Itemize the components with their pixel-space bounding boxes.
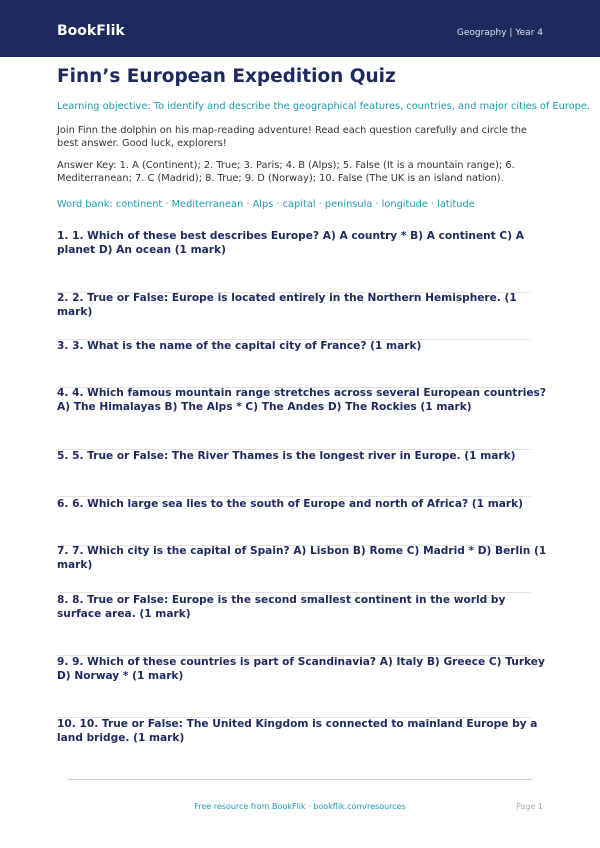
header-bar bbox=[0, 0, 600, 57]
learning-objective: Learning objective: To identify and describe the geographical features, countries, and major cities of Europe. bbox=[57, 101, 591, 112]
brand-logo[interactable]: BookFlik bbox=[57, 23, 125, 39]
question-5: 5. 5. True or False: The River Thames is the longest river in Europe. (1 mark) bbox=[57, 450, 516, 462]
meta-separator: | bbox=[509, 28, 513, 38]
footer-divider bbox=[68, 779, 532, 780]
question-3: 3. 3. What is the name of the capital city of France? (1 mark) bbox=[57, 340, 422, 352]
intro-text: Join Finn the dolphin on his map-reading adventure! Read each question carefully and circle the best answer. Good luck, explorers! bbox=[57, 125, 527, 149]
year-label: Year 4 bbox=[515, 28, 543, 38]
question-7: 7. 7. Which city is the capital of Spain? A) Lisbon B) Rome C) Madrid * D) Berlin (1 mark) bbox=[57, 545, 547, 571]
question-9: 9. 9. Which of these countries is part of Scandinavia? A) Italy B) Greece C) Turkey D) Norway * (1 mark) bbox=[57, 656, 545, 682]
question-1: 1. 1. Which of these best describes Europe? A) A country * B) A continent C) A planet D) An ocean (1 mark) bbox=[57, 230, 524, 256]
answer-key: Answer Key: 1. A (Continent); 2. True; 3. Paris; 4. B (Alps); 5. False (It is a mountain range); 6. Mediterranean; 7. C (Madrid); 8. True; 9. D (Norway); 10. False (The UK is an island nation). bbox=[57, 160, 515, 184]
word-bank: Word bank: continent · Mediterranean · Alps · capital · peninsula · longitude · latitude bbox=[57, 199, 475, 210]
page-number: Page 1 bbox=[516, 802, 543, 811]
subject-year bbox=[457, 27, 543, 39]
question-2: 2. 2. True or False: Europe is located entirely in the Northern Hemisphere. (1 mark) bbox=[57, 292, 517, 318]
question-8: 8. 8. True or False: Europe is the second smallest continent in the world by surface area. (1 mark) bbox=[57, 594, 506, 620]
question-10: 10. 10. True or False: The United Kingdom is connected to mainland Europe by a land bridge. (1 mark) bbox=[57, 718, 538, 744]
page-title: Finn’s European Expedition Quiz bbox=[57, 66, 396, 87]
question-4: 4. 4. Which famous mountain range stretches across several European countries? A) The Himalayas B) The Alps * C) The Andes D) The Rockies (1 mark) bbox=[57, 387, 546, 413]
subject-label: Geography bbox=[456, 28, 507, 38]
question-6: 6. 6. Which large sea lies to the south of Europe and north of Africa? (1 mark) bbox=[57, 498, 524, 510]
footer-resource-link[interactable]: Free resource from BookFlik · bookflik.com/resources bbox=[194, 802, 406, 811]
